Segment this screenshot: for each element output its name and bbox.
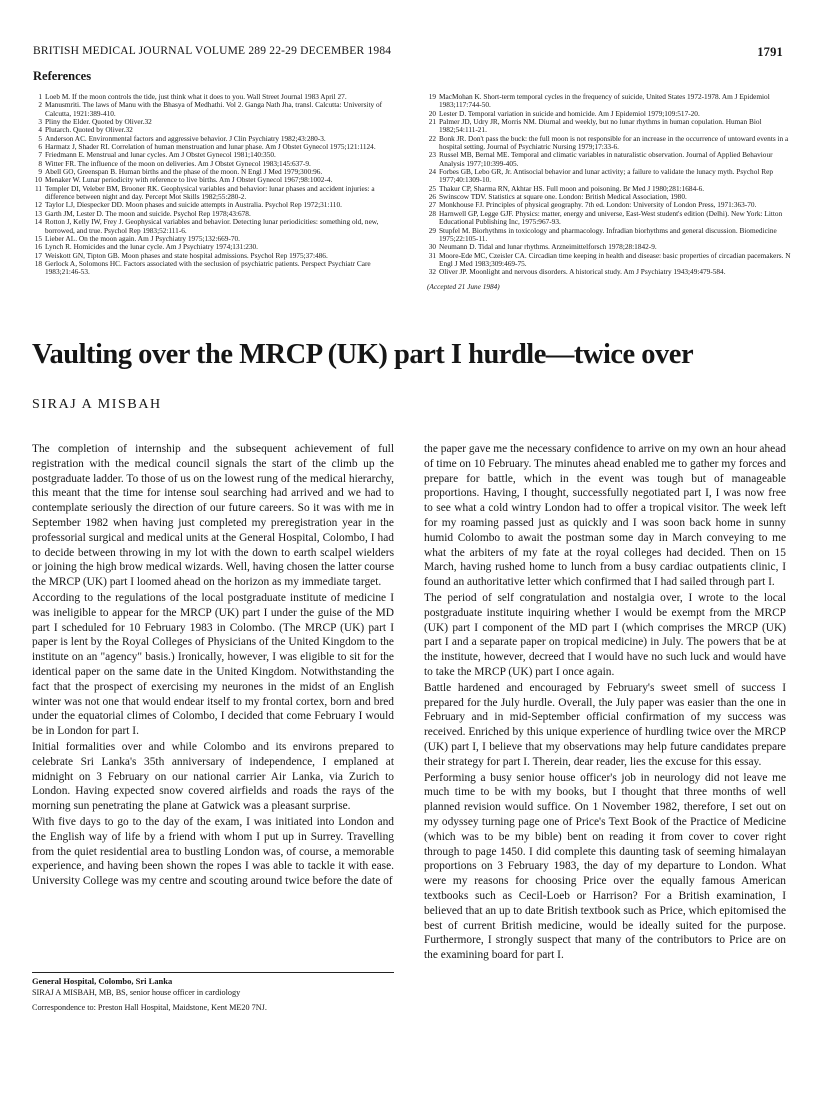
reference-item: 28 Harnwell GP, Legge GJF. Physics: matter, energy and universe, East-West student's edition (Delhi). New York: Litton Educational Publishing Inc, 1975:967-93. bbox=[428, 208, 783, 227]
reference-item: 12 Taylor LJ, Diespecker DD. Moon phases and suicide attempts in Australia. Psychol Rep 1972;31:110. bbox=[34, 200, 342, 210]
reference-item: 6 Harmatz J, Shader RI. Correlation of human menstruation and lunar phase. Am J Obstet Gynecol 1975;121:1124. bbox=[38, 142, 376, 152]
article-title: Vaulting over the MRCP (UK) part I hurdle—twice over bbox=[32, 339, 694, 370]
body-right-column bbox=[424, 442, 786, 964]
reference-item: 31 Moore-Ede MC, Czeisler CA. Circadian time keeping in health and disease: basic properties of circadian pacemakers. N Engl J Med 1983;309:469-75. bbox=[428, 250, 791, 268]
body-paragraph: the paper gave me the necessary confidence to arrive on my own an hour ahead of time on 10 February. The minutes ahead enabled me to gather my forces and prepare for battle, which in the event was tough but of manageable proportions. Having, I thought, successfully negotiated part I, I was now free to see what a cold wintry London had to offer a tropical visitor. The week left for my roaming passed just as quickly and I was soon back home in sunny humid Colombo to await the postman some day in March conveying to me what the arbiters of my fate at the royal colleges had decided. Then on 15 March, having rushed home to lunch from a busy cardiac outpatients clinic, I found an authoritative letter which confirmed that I had sailed through part I. bbox=[424, 443, 786, 589]
body-paragraph: The completion of internship and the subsequent achievement of full registration with the medical council signals the start of the climb up the postgraduate ladder. To those of us on the lowest rung of the medical hierarchy, this meant that the time for intense soul searching had arrived and we had to contemplate seriously the direction of our future careers. So it was with me in September 1982 when having just completed my preregistration year in the professorial surgical and medical units at the General Hospital, Colombo, I had to decide between throwing in my lot with the down to earth scalpel wielders or joining the high brow medical wizards. Well, having chosen the latter course the MRCP (UK) part I loomed ahead on the horizon as my immediate target. bbox=[32, 443, 394, 589]
reference-item: 32 Oliver JP. Moonlight and nervous disorders. A historical study. Am J Psychiatry 1943;49:479-584. bbox=[428, 267, 726, 277]
body-left-column bbox=[32, 442, 394, 890]
reference-item: 1 Loeb M. If the moon controls the tide, just think what it does to you. Wall Street Journal 1983 April 27. bbox=[38, 92, 347, 101]
reference-item: 27 Monkhouse FJ. Principles of physical geography. 7th ed. London: University of London Press, 1971:363-70. bbox=[428, 200, 757, 210]
running-header bbox=[33, 45, 783, 61]
reference-item: 5 Anderson AC. Environmental factors and aggressive behavior. J Clin Psychiatry 1982;43:280-3. bbox=[38, 133, 326, 143]
reference-item: 18 Gerlock A, Solomons HC. Factors associated with the seclusion of psychiatric patients. Perspect Psychiatr Care 1983;21:46-53. bbox=[34, 258, 371, 277]
body-paragraph: According to the regulations of the local postgraduate institute of medicine I was ineligible to appear for the MRCP (UK) part I under the guise of the MD part I scheduled for 10 February 1983 in Colombo. (The MRCP (UK) part I paper is lent by the Royal Colleges of Physicians of the United Kingdom to the institute on an "agency" basis.) Ironically, however, I was eligible to sit for the identical paper on the same date in the United Kingdom. Notwithstanding the fact that the prospect of exercising my neurones in the midst of an English winter was not one that would endear itself to my frontal cortex, born and bred under the equatorial climes of Colombo, I decided that come February I would be in London for part I. bbox=[32, 591, 394, 738]
reference-item: 14 Rotton J, Kelly IW, Frey J. Geophysical variables and behavior. Detecting lunar periodicities: something old, new, borrowed, and true. Psychol Rep 1983;52:111-6. bbox=[34, 217, 379, 235]
author-credentials: SIRAJ A MISBAH, MB, BS, senior house officer in cardiology bbox=[32, 988, 241, 997]
body-paragraph: Initial formalities over and while Colombo and its environs prepared to celebrate Sri Lanka's 35th anniversary of independence, I emplaned at midnight on 3 February on our national carrier Air Lanka, via Zurich to London. Having expected snow covered airfields and roads the rays of the morning sun penetrating the plane at Gatwick was a pleasant surprise. bbox=[32, 740, 394, 813]
reference-item: 15 Lieber AL. On the moon again. Am J Psychiatry 1975;132:669-70. bbox=[34, 233, 240, 243]
reference-item: 17 Weiskott GN, Tipton GB. Moon phases and state hospital admissions. Psychol Rep 1975;37:486. bbox=[34, 250, 328, 260]
reference-item: 3 Pliny the Elder. Quoted by Oliver.32 bbox=[38, 117, 152, 127]
reference-item: 2 Manusmriti. The laws of Manu with the Bhasya of Medhathi. Vol 2. Ganga Nath Jha, transl. Calcutta: University of Calcutta, 1921:389-410. bbox=[38, 100, 383, 118]
reference-item: 16 Lynch R. Homicides and the lunar cycle. Am J Psychiatry 1974;131:230. bbox=[34, 242, 258, 252]
reference-item: 24 Forbes GB, Lebo GR, Jr. Antisocial behavior and lunar activity; a failure to validate the lunacy myth. Psychol Rep 1977;40:1309-10. bbox=[428, 167, 773, 185]
reference-item: 25 Thakur CP, Sharma RN, Akhtar HS. Full moon and poisoning. Br Med J 1980;281:1684-6. bbox=[428, 183, 705, 193]
reference-item: 7 Friedmann E. Menstrual and lunar cycles. Am J Obstet Gynecol 1981;140:350. bbox=[38, 150, 276, 160]
article-author: SIRAJ A MISBAH bbox=[32, 397, 162, 412]
reference-item: 10 Menaker W. Lunar periodicity with reference to live births. Am J Obstet Gynecol 1967;98:1002-4. bbox=[34, 175, 333, 185]
references-left-column bbox=[33, 93, 398, 277]
body-paragraph: Battle hardened and encouraged by February's sweet smell of success I prepared for the July hurdle. Overall, the July paper was easier than the one in February and in mid-September official confirmation of my success was received. Enriched by this unique experience of hurdling twice over the MRCP (UK) part I, I believe that my observations may help future candidates prepare their strategy for part I. Therein, dear reader, lies the excuse for this essay. bbox=[424, 681, 786, 768]
author-affiliation bbox=[32, 972, 394, 1013]
reference-item: 11 Templer DI, Veleber BM, Brooner RK. Geophysical variables and behavior: lunar phases and accident injuries: a difference between night and day. Percept Mot Skills 1982;55:280-2. bbox=[34, 183, 375, 202]
reference-item: 4 Plutarch. Quoted by Oliver.32 bbox=[38, 125, 133, 135]
references-right-column bbox=[427, 93, 792, 291]
reference-item: 20 Lester D. Temporal variation in suicide and homicide. Am J Epidemiol 1979;109:517-20. bbox=[428, 108, 700, 118]
reference-item: 9 Abell GO, Greenspan B. Human births and the phase of the moon. N Engl J Med 1979;300:96. bbox=[38, 167, 323, 177]
reference-item: 21 Palmer JD, Udry JR, Morris NM. Diurnal and weekly, but no lunar rhythms in human copulation. Human Biol 1982;54:111-21. bbox=[428, 117, 762, 135]
accepted-date: (Accepted 21 June 1984) bbox=[427, 281, 500, 291]
journal-line: BRITISH MEDICAL JOURNAL VOLUME 289 22-29 DECEMBER 1984 bbox=[33, 45, 392, 57]
reference-item: 19 MacMohan K. Short-term temporal cycles in the frequency of suicide, United States 1972-1978. Am J Epidemiol 1983;117:744-50. bbox=[428, 92, 770, 110]
reference-item: 23 Russel MB, Bernal ME. Temporal and climatic variables in naturalistic observation. Journal of Applied Behaviour Analysis 1977;10:399-405. bbox=[428, 150, 773, 168]
reference-item: 26 Swinscow TDV. Statistics at square one. London: British Medical Association, 1980. bbox=[428, 192, 687, 202]
reference-item: 30 Neumann D. Tidal and lunar rhythms. Arzneimittelforsch 1978;28:1842-9. bbox=[428, 242, 657, 252]
reference-item: 8 Witter FR. The influence of the moon on deliveries. Am J Obstet Gynecol 1983;145:637-9. bbox=[38, 158, 311, 168]
page-number: 1791 bbox=[757, 45, 783, 59]
reference-item: 13 Garth JM, Lester D. The moon and suicide. Psychol Rep 1978;43:678. bbox=[34, 208, 251, 218]
correspondence-address: Correspondence to: Preston Hall Hospital, Maidstone, Kent ME20 7NJ. bbox=[32, 1003, 267, 1012]
references-heading: References bbox=[33, 69, 92, 83]
reference-item: 29 Stupfel M. Biorhythms in toxicology and pharmacology. Infradian biorhythms and general discussion. Biomedicine 1975;22:105-11. bbox=[428, 225, 777, 243]
body-paragraph: With five days to go to the day of the exam, I was initiated into London and the English way of life by a friend with whom I put up in Surrey. Travelling from the quiet residential area to bustling London was, of course, a memorable experience, and having been shown the ropes I was able to tackle it with ease. University College was my centre and scouting around twice before the date of bbox=[32, 815, 394, 888]
reference-item: 22 Bonk JR. Don't pass the buck: the full moon is not responsible for an increase in the occurrence of untoward events in a hospital setting. Journal of Psychiatric Nursing 1979;17:33-6. bbox=[428, 133, 789, 152]
body-paragraph: The period of self congratulation and nostalgia over, I wrote to the local postgraduate institute inquiring whether I would be exempt from the MRCP (UK) part I component of the MD part I (which comprises the MRCP (UK) part I and a separate paper on tropical medicine) in July. The powers that be at the institute, however, decreed that I would have no such luck and would have to take the MRCP (UK) part I once again. bbox=[424, 591, 786, 678]
institution: General Hospital, Colombo, Sri Lanka bbox=[32, 976, 173, 986]
body-paragraph: Performing a busy senior house officer's job in neurology did not leave me much time to be with my books, but I thought that three months of well planned revision would suffice. On 1 November 1982, therefore, I set out on my odyssey turning page one of Price's Text Book of the Practice of Medicine (which was to be my bible) bent on reading it from cover to cover right through to page 1450. I did complete this daunting task of seeming himalayan proportions on 3 February 1983, the day of my departure to London. What were my reasons for choosing Price over the equally famous American textbooks such as Cecil-Loeb or Harrison? For a British examination, I believed that an up to date British textbook such as Price, which epitomised the best of current British medicine, would be ideally suited for the purpose. Furthermore, I strongly suspect that many of the contributors to Price are on the examining board for part I. bbox=[424, 771, 786, 962]
